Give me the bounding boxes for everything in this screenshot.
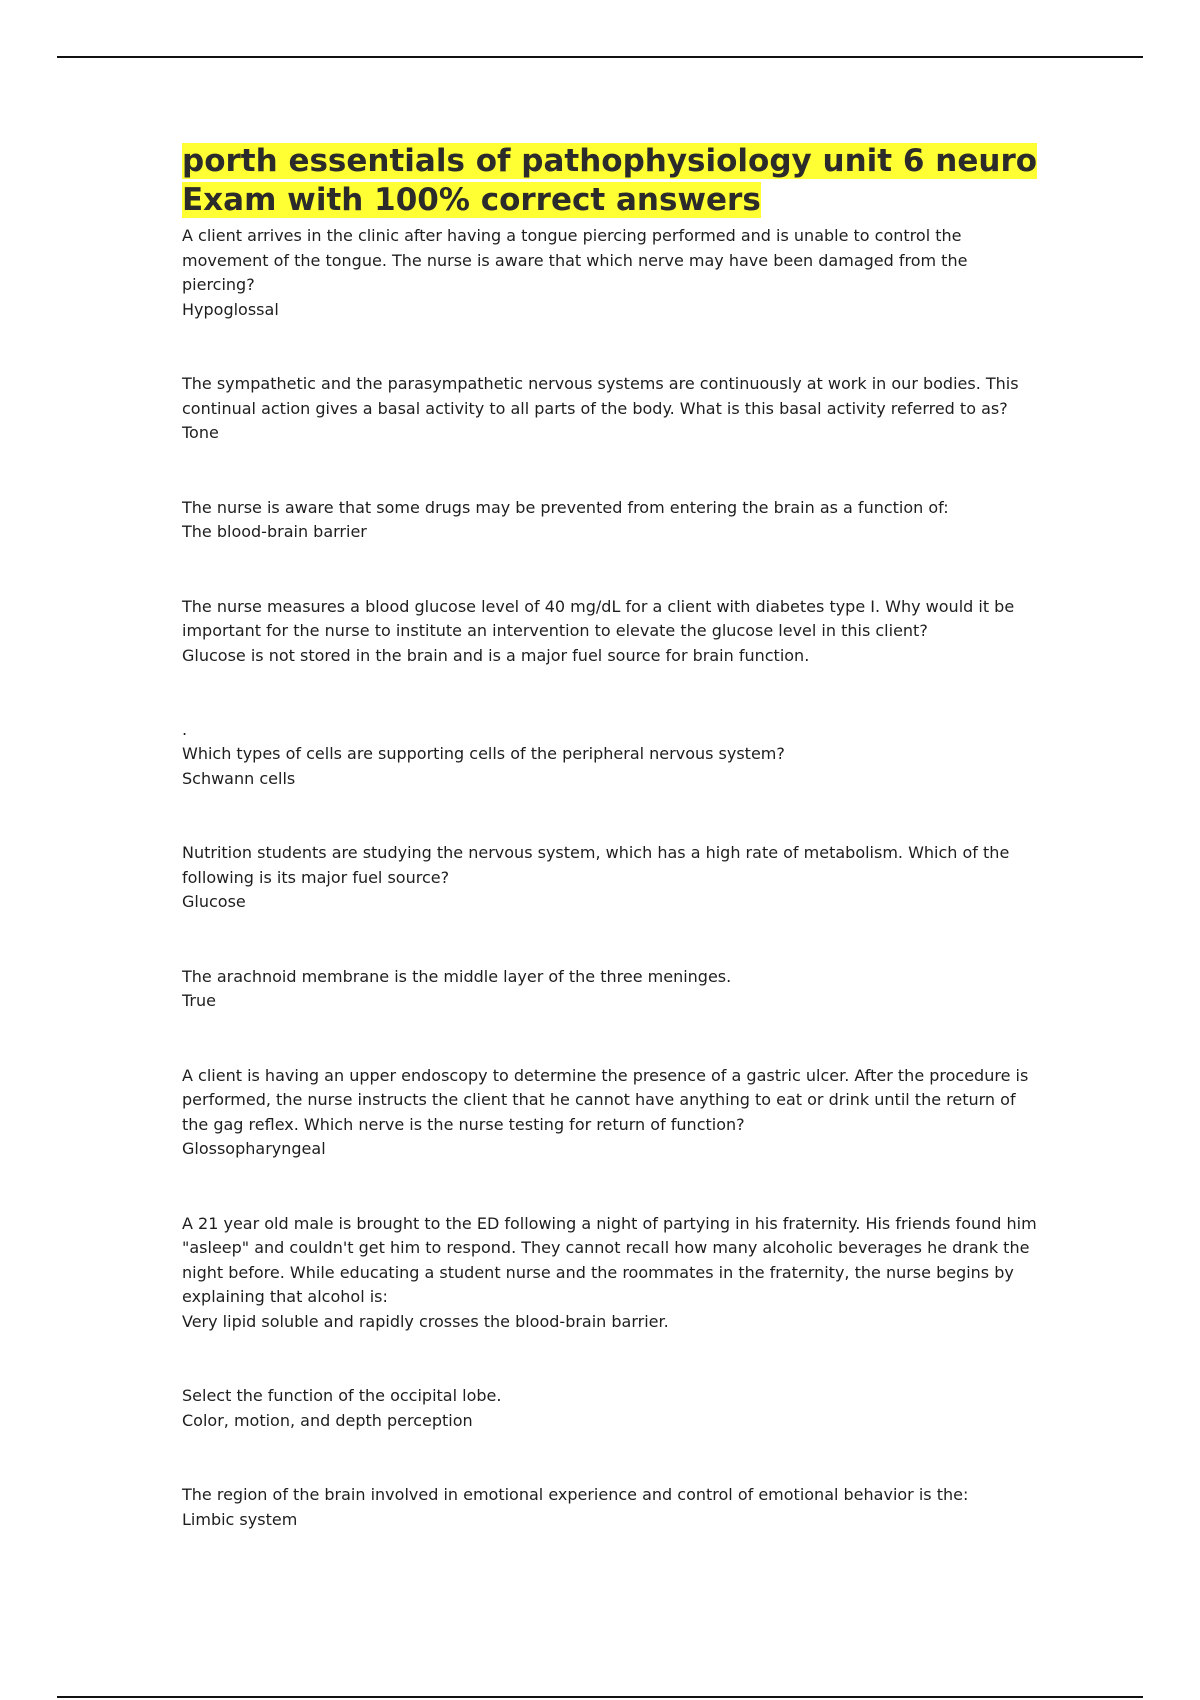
qa-item-1: [182, 224, 1042, 322]
question: The arachnoid membrane is the middle layer of the three meninges.: [182, 966, 732, 986]
question: The region of the brain involved in emotional experience and control of emotional behavior is the:: [182, 1485, 969, 1504]
question: A 21 year old male is brought to the ED following a night of partying in his fraternity. His friends found him "asleep" and couldn't get him to respond. They cannot recall how many alcoholic beverages he drank the night before. While educating a student nurse and the roommates in the fraternity, the nurse begins by explaining that alcohol is:: [182, 1213, 1037, 1306]
bottom-rule: [57, 1696, 1143, 1698]
qa-item-11: [182, 1483, 1042, 1532]
question: The nurse measures a blood glucose level of 40 mg/dL for a client with diabetes type I. Why would it be important for the nurse to institute an intervention to elevate the glucose level in this client?: [182, 596, 1015, 640]
question: A client arrives in the clinic after having a tongue piercing performed and is unable to control the movement of the tongue. The nurse is aware that which nerve may have been damaged from the piercing?: [182, 226, 968, 294]
answer: Color, motion, and depth perception: [182, 1410, 473, 1430]
qa-item-2: [182, 372, 1042, 446]
answer: Tone: [182, 423, 219, 442]
answer: Schwann cells: [182, 768, 296, 788]
qa-item-8: [182, 1064, 1042, 1162]
title-highlight: porth essentials of pathophysiology unit 6 neuro Exam with 100% correct answers: [182, 143, 1038, 218]
qa-item-10: [182, 1384, 1042, 1433]
qa-item-5: [182, 742, 1042, 791]
answer: Glossopharyngeal: [182, 1139, 326, 1158]
answer: Glucose is not stored in the brain and is a major fuel source for brain function.: [182, 645, 810, 665]
question: The sympathetic and the parasympathetic nervous systems are continuously at work in our bodies. This continual action gives a basal activity to all parts of the body. What is this basal activity referred to as?: [182, 374, 1019, 418]
question: A client is having an upper endoscopy to determine the presence of a gastric ulcer. After the procedure is performed, the nurse instructs the client that he cannot have anything to eat or drink until the return of the gag reflex. Which nerve is the nurse testing for return of function?: [182, 1065, 1029, 1134]
top-rule: [57, 56, 1143, 58]
document-title: [182, 142, 1042, 220]
question: Select the function of the occipital lobe.: [182, 1386, 502, 1405]
answer: Limbic system: [182, 1509, 298, 1529]
answer: Very lipid soluble and rapidly crosses the blood-brain barrier.: [182, 1311, 669, 1331]
qa-item-4: [182, 595, 1042, 669]
question: Nutrition students are studying the nervous system, which has a high rate of metabolism. Which of the following is its major fuel source?: [182, 843, 1010, 887]
answer: The blood-brain barrier: [182, 522, 367, 541]
question: Which types of cells are supporting cells of the peripheral nervous system?: [182, 744, 785, 763]
qa-item-7: [182, 965, 1042, 1014]
stray-dot: .: [182, 720, 188, 739]
answer: Hypoglossal: [182, 299, 279, 319]
answer: True: [182, 991, 216, 1010]
question: The nurse is aware that some drugs may be prevented from entering the brain as a function of:: [182, 497, 949, 517]
document-body: [182, 142, 1042, 1532]
qa-item-6: [182, 841, 1042, 915]
qa-item-9: [182, 1212, 1042, 1335]
qa-item-3: [182, 496, 1042, 545]
answer: Glucose: [182, 892, 246, 911]
